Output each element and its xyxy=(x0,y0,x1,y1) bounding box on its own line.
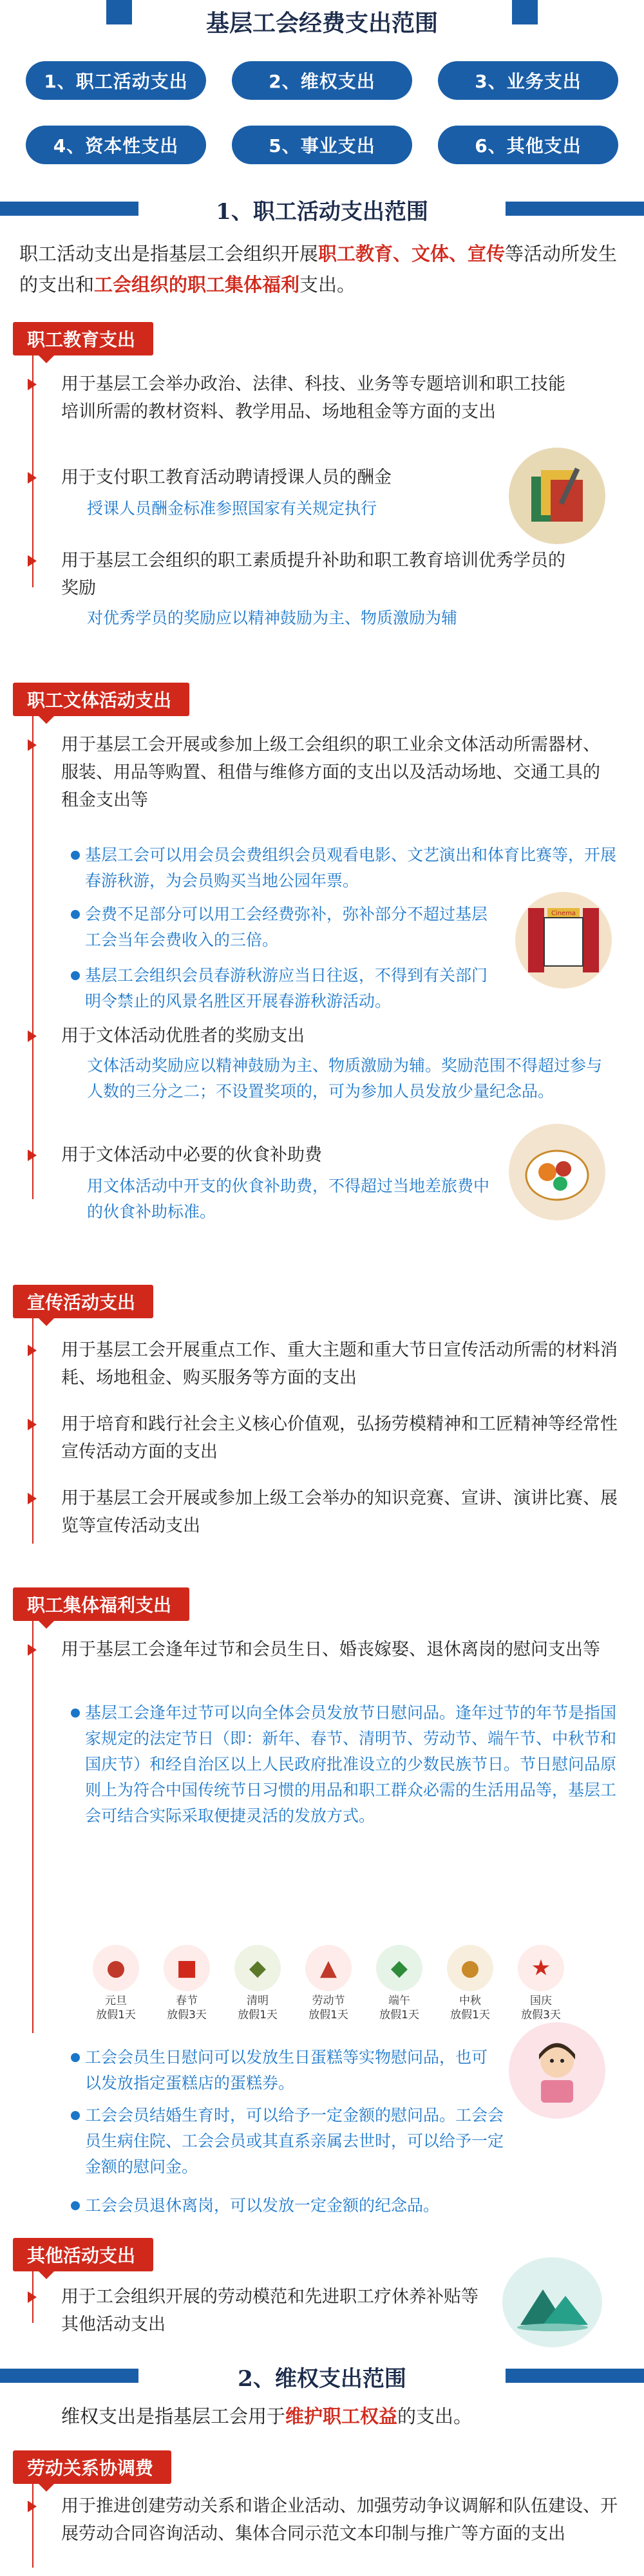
section-intro xyxy=(19,238,625,300)
festival-item xyxy=(84,1945,148,2022)
festival-name: 劳动节 xyxy=(312,1994,345,2007)
education-note: 授课人员酬金标准参照国家有关规定执行 xyxy=(87,499,377,518)
intro-highlight: 职工教育、文体、宣传 xyxy=(318,243,506,265)
arrow-icon xyxy=(28,1150,37,1161)
arrow-icon xyxy=(28,739,37,751)
arrow-icon xyxy=(28,2291,37,2303)
arrow-icon xyxy=(28,1030,37,1042)
connector-line xyxy=(32,1621,33,2033)
culture-note: 用文体活动中开支的伙食补助费，不得超过当地差旅费中的伙食补助标准。 xyxy=(87,1177,490,1221)
intro-highlight: 工会组织的职工集体福利 xyxy=(94,274,300,296)
birthday-person-icon xyxy=(509,2022,605,2119)
festival-item xyxy=(367,1945,431,2022)
section-title: 1、职工活动支出范围 xyxy=(138,190,506,229)
education-item: 用于基层工会举办政治、法律、科技、业务等专题培训和职工技能培训所需的教材资料、教学用品、场地租金等方面的支出 xyxy=(61,374,565,422)
festival-name: 清明 xyxy=(247,1994,269,2007)
festival-icon: ★ xyxy=(518,1945,564,1991)
culture-note: 文体活动奖励应以精神鼓励为主、物质激励为辅。奖励范围不得超过参与人数的三分之二；不设置奖项的，可为参加人员发放少量纪念品。 xyxy=(87,1056,603,1101)
festival-item xyxy=(296,1945,361,2022)
category-pill[interactable]: 5、事业支出 xyxy=(232,126,412,164)
arrow-icon xyxy=(28,1345,37,1356)
festival-name: 中秋 xyxy=(459,1994,481,2007)
festival-item xyxy=(509,1945,573,2022)
culture-item: 用于文体活动中必要的伙食补助费 xyxy=(61,1145,322,1165)
category-pill[interactable]: 1、职工活动支出 xyxy=(26,61,206,100)
cinema-sign: Cinema xyxy=(551,910,576,917)
publicity-item: 用于培育和践行社会主义核心价值观，弘扬劳模精神和工匠精神等经常性宣传活动方面的支出 xyxy=(61,1414,618,1462)
intro-text: 等活动所发生的支出和 xyxy=(19,243,618,296)
category-pill[interactable]: 2、维权支出 xyxy=(232,61,412,100)
festival-icon: ● xyxy=(93,1945,139,1991)
culture-bullet: 基层工会组织会员春游秋游应当日往返，不得到有关部门明令禁止的风景名胜区开展春游秋游活动。 xyxy=(71,963,496,1014)
arrow-icon xyxy=(28,472,37,484)
festival-days: 放假1天 xyxy=(379,2009,419,2022)
welfare-bullet: 工会会员生日慰问可以发放生日蛋糕等实物慰问品，也可以发放指定蛋糕店的蛋糕券。 xyxy=(71,2045,489,2096)
section-title: 2、维权支出范围 xyxy=(138,2357,506,2396)
category-label-labor: 劳动关系协调费 xyxy=(13,2450,171,2484)
scenery-icon xyxy=(502,2257,602,2347)
festival-icon: ◆ xyxy=(234,1945,281,1991)
header xyxy=(0,0,644,171)
culture-bullet: 基层工会可以用会员会费组织会员观看电影、文艺演出和体育比赛等，开展春游秋游，为会员购买当地公园年票。 xyxy=(71,842,618,894)
connector-line xyxy=(32,2484,33,2568)
section-banner xyxy=(0,190,644,229)
connector-line xyxy=(32,716,33,1199)
welfare-item: 用于基层工会逢年过节和会员生日、婚丧嫁娶、退休离岗的慰问支出等 xyxy=(61,1640,600,1660)
arrow-icon xyxy=(28,1644,37,1656)
category-label-other: 其他活动支出 xyxy=(13,2238,153,2271)
festival-days: 放假3天 xyxy=(167,2009,207,2022)
intro-text: 维权支出是指基层工会用于 xyxy=(61,2405,286,2427)
category-grid xyxy=(26,61,618,164)
festival-icon: ▲ xyxy=(305,1945,352,1991)
education-item: 用于基层工会组织的职工素质提升补助和职工教育培训优秀学员的奖励 xyxy=(61,551,565,598)
culture-item: 用于基层工会开展或参加上级工会组织的职工业余文体活动所需器材、服装、用品等购置、租借与维修方面的支出以及活动场地、交通工具的租金支出等 xyxy=(61,735,600,810)
books-icon xyxy=(509,448,605,544)
arrow-icon xyxy=(28,379,37,390)
publicity-item: 用于基层工会开展重点工作、重大主题和重大节日宣传活动所需的材料消耗、场地租金、购买服务等方面的支出 xyxy=(61,1340,618,1388)
arrow-icon xyxy=(28,2501,37,2512)
food-icon xyxy=(509,1124,605,1220)
welfare-bullet: 基层工会逢年过节可以向全体会员发放节日慰问品。逢年过节的年节是指国家规定的法定节日（即：新年、春节、清明节、劳动节、端午节、中秋节和国庆节）和经自治区以上人民政府批准设立的少数民族节日。节日慰问品原则上为符合中国传统节日习惯的用品和职工群众必需的生活用品等，基层工会可结合实际采取便捷灵活的发放方式。 xyxy=(71,1700,625,1829)
festival-name: 端午 xyxy=(388,1994,410,2007)
festival-icon: ◆ xyxy=(376,1945,422,1991)
section-banner xyxy=(0,2357,644,2396)
festival-item xyxy=(155,1945,219,2022)
intro-text: 的支出。 xyxy=(397,2405,473,2427)
arrow-icon xyxy=(28,1493,37,1504)
arrow-icon xyxy=(28,1419,37,1430)
cinema-icon xyxy=(515,892,612,989)
festival-days: 放假1天 xyxy=(450,2009,490,2022)
festival-days: 放假1天 xyxy=(308,2009,348,2022)
welfare-bullet: 工会会员结婚生育时，可以给予一定金额的慰问品。工会会员生病住院、工会会员或其直系亲属去世时，可以给予一定金额的慰问金。 xyxy=(71,2103,509,2180)
connector-line xyxy=(32,355,33,587)
culture-bullet: 会费不足部分可以用工会经费弥补，弥补部分不超过基层工会当年会费收入的三倍。 xyxy=(71,902,489,953)
section-intro xyxy=(61,2401,644,2432)
festival-item xyxy=(438,1945,502,2022)
category-label-education: 职工教育支出 xyxy=(13,322,153,355)
intro-text: 职工活动支出是指基层工会组织开展 xyxy=(19,243,319,265)
festival-icon: ● xyxy=(447,1945,493,1991)
page-title: 基层工会经费支出范围 xyxy=(205,10,438,37)
education-note: 对优秀学员的奖励应以精神鼓励为主、物质激励为辅 xyxy=(87,609,458,627)
culture-item: 用于文体活动优胜者的奖励支出 xyxy=(61,1026,305,1046)
festival-days: 放假1天 xyxy=(96,2009,136,2022)
welfare-bullet: 工会会员退休离岗，可以发放一定金额的纪念品。 xyxy=(71,2193,618,2219)
category-label-culture: 职工文体活动支出 xyxy=(13,683,189,716)
publicity-item: 用于基层工会开展或参加上级工会举办的知识竞赛、宣讲、演讲比赛、展览等宣传活动支出 xyxy=(61,1488,618,1536)
festival-item xyxy=(225,1945,290,2022)
intro-text: 支出。 xyxy=(299,274,356,296)
category-pill[interactable]: 4、资本性支出 xyxy=(26,126,206,164)
festival-name: 国庆 xyxy=(530,1994,552,2007)
other-item: 用于工会组织开展的劳动模范和先进职工疗休养补贴等其他活动支出 xyxy=(61,2287,478,2334)
festival-days: 放假1天 xyxy=(238,2009,278,2022)
category-pill[interactable]: 6、其他支出 xyxy=(438,126,618,164)
festival-name: 春节 xyxy=(176,1994,198,2007)
festival-icon: ■ xyxy=(164,1945,210,1991)
arrow-icon xyxy=(28,555,37,567)
intro-highlight: 维护职工权益 xyxy=(285,2405,398,2427)
category-label-welfare: 职工集体福利支出 xyxy=(13,1587,189,1621)
category-pill[interactable]: 3、业务支出 xyxy=(438,61,618,100)
category-label-publicity: 宣传活动支出 xyxy=(13,1285,153,1318)
festival-name: 元旦 xyxy=(105,1994,127,2007)
education-item: 用于支付职工教育活动聘请授课人员的酬金 xyxy=(61,468,392,488)
festival-days: 放假3天 xyxy=(521,2009,561,2022)
labor-item: 用于推进创建劳动关系和谐企业活动、加强劳动争议调解和队伍建设、开展劳动合同咨询活动、集体合同示范文本印制与推广等方面的支出 xyxy=(61,2496,618,2544)
